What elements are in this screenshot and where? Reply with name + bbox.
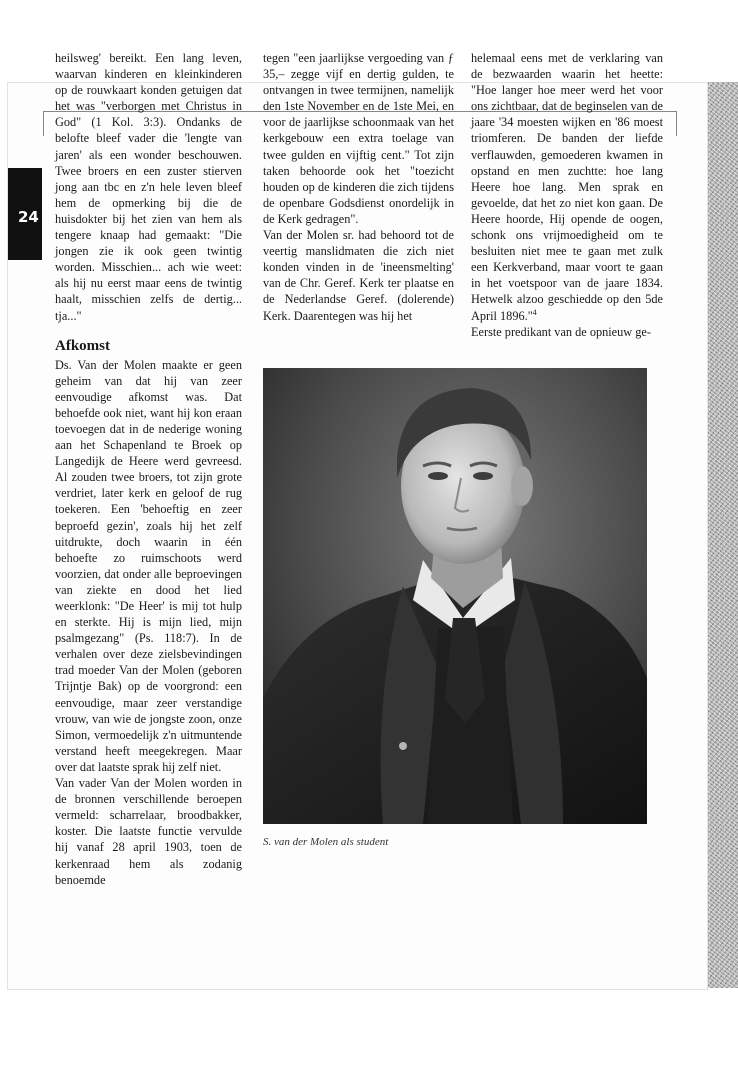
paragraph: Van der Molen sr. had behoord tot de veertig manslidmaten die zich niet konden vinden in de 'ineensmelting' van de Chr. Geref. Kerk ter plaatse en de Nederlandse Geref. (dolerende) Kerk. Daarentegen was hij het: [263, 228, 454, 323]
section-heading: Afkomst: [55, 337, 110, 354]
paragraph: Ds. Van der Molen maakte er geen geheim van dat hij van zeer eenvoudige afkomst was. Dat behoefde ook niet, want hij kon eraan toevoegen dat in de nederige woning aan het Schapenland te Broek op Langedijk de Heere werd gevreesd. Al zouden twee broers, tot zijn grote verdriet, later kerk en geloof de rug toekeren. Een 'behoeftig en zeer beproefd gezin', zoals hij het zelf uitdrukte, doch waarin in één behoefte zo ruimschoots werd voorzien, dat onder alle beproevingen van ziekte en dood het lied weerklonk: "De Heer' is mij tot hulp en sterkte. Hij is mijn lied, mijn psalmgezang" (Ps. 118:7). In de verhalen over deze zielsbevindingen trad moeder Van der Molen (geboren Trijntje Bak) op de voorgrond: een eenvoudige, maar zeer verstandige vrouw, van wie de jongste zoon, onze Simon, vermoedelijk z'n uitmuntende verstand heeft meegekregen. Maar over dat laatste sprak hij zelf niet.: [55, 357, 242, 774]
paragraph: Van vader Van der Molen worden in de bronnen verschillende beroepen vermeld: scharrelaar, broodbakker, koster. Die laatste functie vervulde hij vanaf 28 april 1903, toen de kerkenraad hem als zodanig benoemde: [55, 776, 242, 887]
left-rule: [43, 111, 44, 136]
paragraph: Eerste predikant van de opnieuw ge-: [471, 324, 651, 339]
quote-text: helemaal eens met de verklaring van de bezwaarden waarin het heette: "Hoe langer hoe meer werd het voor ons zichtbaar, dat de beginselen van de jaare '34 moesten wijken en '86 moest triomferen. De banden der liefde verflauwden, gemoederen kwamen in opstand en men zuchtte: hoe lang Heere hoe lang. Men sprak en gevoelde, dat het zo niet kon gaan. De Heere hoorde, Hij opende de oogen, schonk ons vrijmoedigheid om te besluiten niet mee te gaan met zulk een Kerkverband, maar voort te gaan in het voetspoor van de jaare 1834. Hetwelk alzoo geschiedde op den 5de April 1896.": [471, 51, 663, 323]
paragraph: heilsweg' bereikt. Een lang leven, waarvan kinderen en kleinkinderen op de rouwkaart konden getuigen dat het was "verborgen met Christus in God" (1 Kol. 3:3). Ondanks de belofte bleef vader die 'lengte van jaren' als een wonder beschouwen. Twee broers en een zuster stierven jong aan tbc en z'n hele leven bleef hem de opmerking bij die de huisdokter bij het zien van hem als tengere knaap had gemaakt: "Die jongen zie ik ook geen twintig worden. Misschien... ach wie weet: als hij nu eerst maar eens de twintig haalt, misschien zelfs de dertig... tja...": [55, 51, 242, 323]
page-number: 24: [18, 208, 39, 226]
paragraph: [471, 50, 663, 324]
portrait-illustration: [263, 368, 647, 824]
portrait-photo: [263, 368, 647, 824]
photo-caption: S. van der Molen als student: [263, 836, 389, 848]
text-column-3: [471, 50, 663, 340]
footnote-reference: 4: [532, 307, 537, 317]
right-rule: [676, 111, 677, 136]
page-number-tab: [8, 168, 42, 260]
paragraph: tegen "een jaarlijkse vergoeding van ƒ 35,– zegge vijf en dertig gulden, te ontvangen in twee termijnen, namelijk den 1ste November en de 1ste Mei, en voor de jaarlijkse schoonmaak van het kerkgebouw een extra toelage van twee gulden en vijftig cent." Tot zijn taken behoorde ook het "toezicht houden op de kinderen die zich tijdens de openbare Godsdienst onordelijk in de Kerk gedragen".: [263, 51, 454, 226]
text-column-2: [263, 50, 454, 324]
scanner-edge-texture: [704, 82, 738, 988]
text-column-1: [55, 50, 242, 888]
